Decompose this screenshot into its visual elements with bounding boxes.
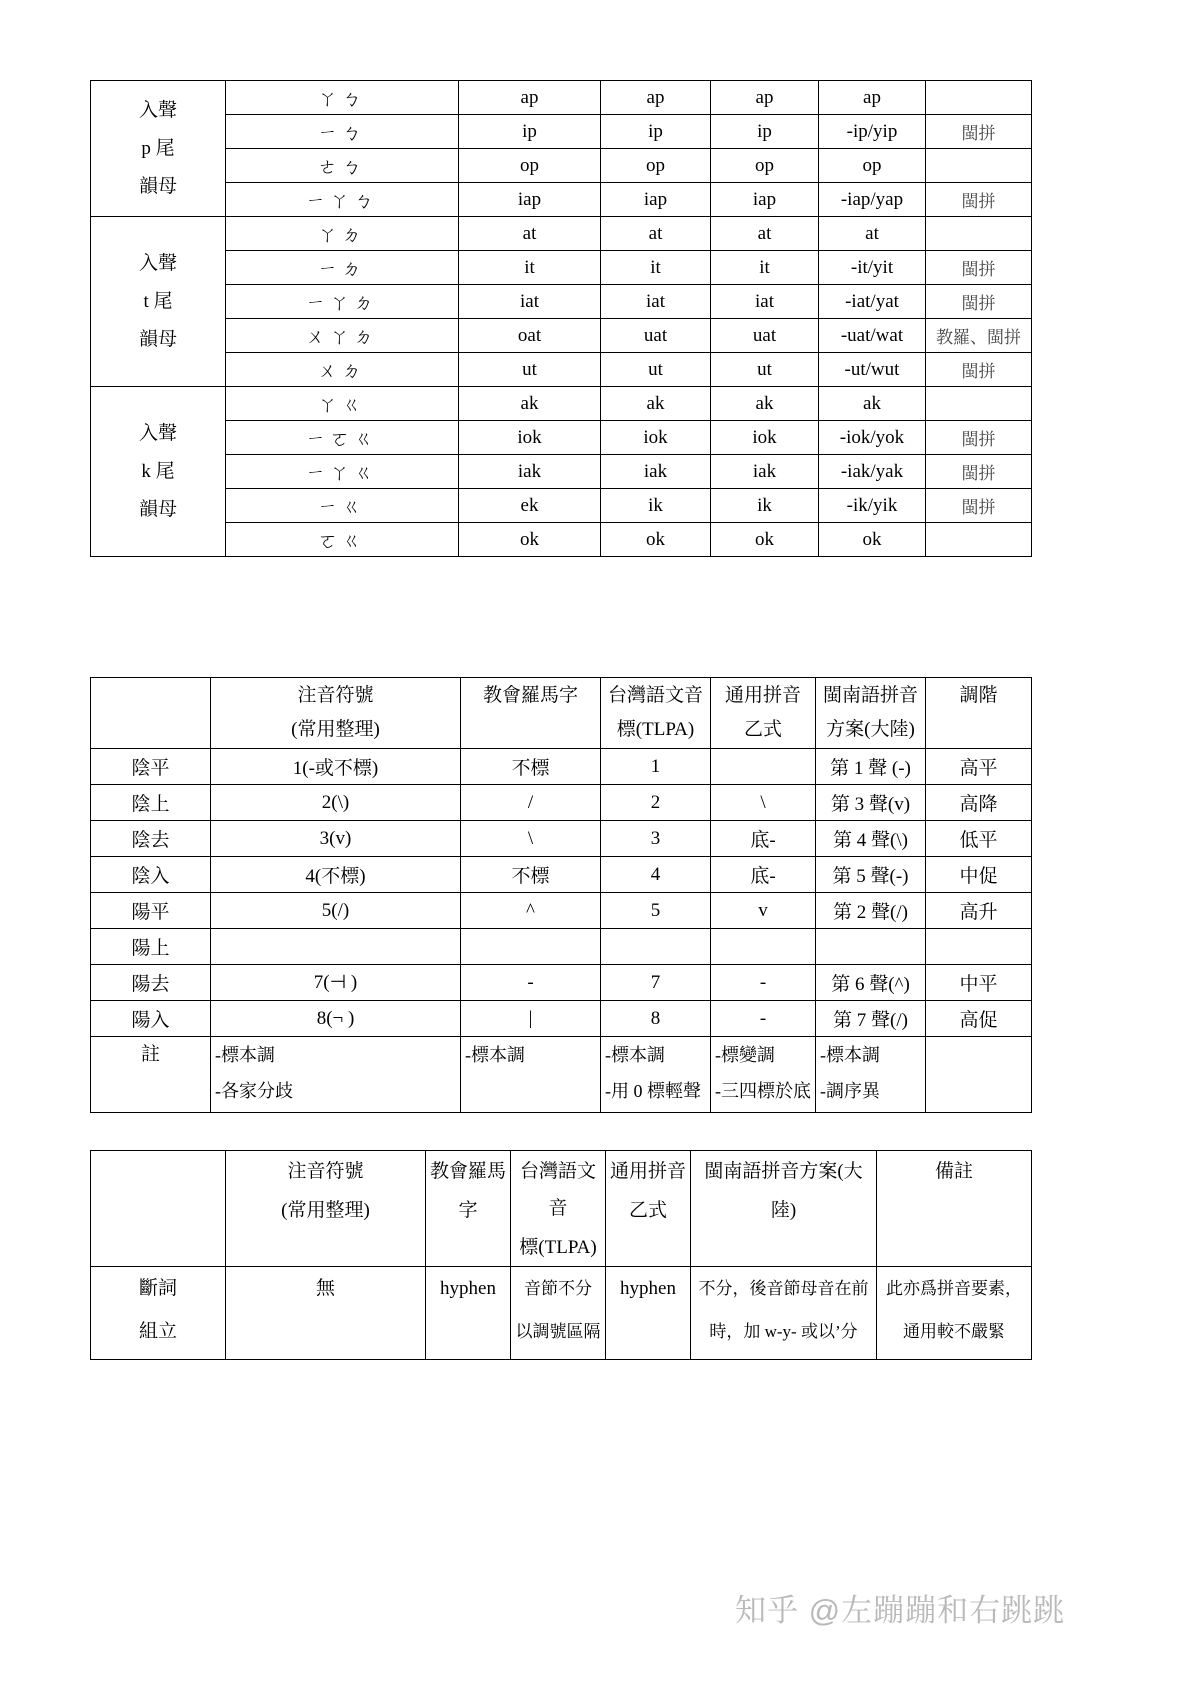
table-cell: ip	[601, 115, 711, 149]
table-cell: 高升	[926, 893, 1032, 929]
table-cell: iok	[601, 421, 711, 455]
table-cell: 不分，後音節母音在前 時，加 w-y- 或以’分	[691, 1267, 877, 1360]
table-cell: it	[601, 251, 711, 285]
table-cell: 中促	[926, 857, 1032, 893]
table-cell: 8	[601, 1001, 711, 1037]
note-cell: -標本調 -用 0 標輕聲	[601, 1037, 711, 1113]
zhuyin-cell: ㄜㄅ	[226, 149, 459, 183]
note-cell	[926, 523, 1032, 557]
table-cell: -iak/yak	[819, 455, 926, 489]
table-cell: -iok/yok	[819, 421, 926, 455]
group-label-line: 韻母	[138, 175, 177, 197]
group-label-t-coda	[91, 217, 226, 387]
table-cell: 高降	[926, 785, 1032, 821]
table-cell: -iap/yap	[819, 183, 926, 217]
zhuyin-cell: ㄧㄅ	[226, 115, 459, 149]
table-cell: at	[601, 217, 711, 251]
table-cell: ip	[459, 115, 601, 149]
note-cell: 閩拼	[926, 455, 1032, 489]
group-label-line: 入聲	[138, 252, 177, 274]
note-cell	[926, 149, 1032, 183]
note-cell: 閩拼	[926, 285, 1032, 319]
table-cell: 3	[601, 821, 711, 857]
note-cell: 閩拼	[926, 183, 1032, 217]
header-cell-minnan-pinyin: 閩南語拼音 方案(大陸)	[816, 678, 926, 749]
table-cell: ek	[459, 489, 601, 523]
table-cell: 第 7 聲(/)	[816, 1001, 926, 1037]
table-cell: 低平	[926, 821, 1032, 857]
group-label-line: 韻母	[138, 328, 177, 350]
table-cell: -ip/yip	[819, 115, 926, 149]
table-cell: iak	[711, 455, 819, 489]
zhuyin-cell: ㄨㄚㄉ	[226, 319, 459, 353]
table-cell: at	[459, 217, 601, 251]
table-cell: iat	[711, 285, 819, 319]
zhuyin-cell: ㄚㄉ	[226, 217, 459, 251]
note-row-label: 註	[91, 1037, 211, 1113]
table-cell: ik	[601, 489, 711, 523]
entering-tone-rimes-table	[90, 80, 1032, 557]
table-cell: op	[711, 149, 819, 183]
table-cell: ak	[711, 387, 819, 421]
table-cell: ap	[601, 81, 711, 115]
table-cell: \	[461, 821, 601, 857]
table-cell: 第 6 聲(^)	[816, 965, 926, 1001]
table-cell: v	[711, 893, 816, 929]
table-cell: ak	[819, 387, 926, 421]
table-cell: 4	[601, 857, 711, 893]
note-cell: 閩拼	[926, 421, 1032, 455]
table-cell: op	[819, 149, 926, 183]
table-cell: 底-	[711, 857, 816, 893]
table-cell	[926, 929, 1032, 965]
tone-label: 陽平	[91, 893, 211, 929]
table-cell: iap	[459, 183, 601, 217]
group-label-p-coda	[91, 81, 226, 217]
table-cell: -ut/wut	[819, 353, 926, 387]
table-cell: op	[459, 149, 601, 183]
note-cell: -標本調	[461, 1037, 601, 1113]
table-cell: 高促	[926, 1001, 1032, 1037]
table-cell: 第 4 聲(\)	[816, 821, 926, 857]
table-cell: iap	[711, 183, 819, 217]
table-cell: -it/yit	[819, 251, 926, 285]
note-cell: -標本調 -各家分歧	[211, 1037, 461, 1113]
row-label-word-segmentation: 斷詞 組立	[91, 1267, 226, 1360]
table-cell: ^	[461, 893, 601, 929]
table-cell: 2(\)	[211, 785, 461, 821]
table-cell: ak	[459, 387, 601, 421]
note-cell	[926, 1037, 1032, 1113]
table-cell: 中平	[926, 965, 1032, 1001]
table-cell: iak	[459, 455, 601, 489]
tone-label: 陽去	[91, 965, 211, 1001]
table-cell	[461, 929, 601, 965]
table-cell: \	[711, 785, 816, 821]
table-cell: ap	[459, 81, 601, 115]
note-cell: -標本調 -調序異	[816, 1037, 926, 1113]
table-cell: at	[819, 217, 926, 251]
table-cell: iat	[601, 285, 711, 319]
table-cell: 3(v)	[211, 821, 461, 857]
table-cell: hyphen	[606, 1267, 691, 1360]
group-label-line: k 尾	[141, 460, 175, 482]
table-cell: -uat/wat	[819, 319, 926, 353]
group-label-line: t 尾	[143, 290, 173, 312]
tone-label: 陰平	[91, 749, 211, 785]
header-cell-church-romanization: 教會羅馬字	[461, 678, 601, 749]
group-label-line: 入聲	[138, 99, 177, 121]
table-cell: ik	[711, 489, 819, 523]
zhuyin-cell: ㄨㄉ	[226, 353, 459, 387]
word-segmentation-table	[90, 1150, 1032, 1360]
tone-marks-table	[90, 677, 1032, 1113]
table-cell: iak	[601, 455, 711, 489]
table-cell: ap	[819, 81, 926, 115]
table-cell: |	[461, 1001, 601, 1037]
table-cell: -ik/yik	[819, 489, 926, 523]
zhuyin-cell: ㄧㄚㄉ	[226, 285, 459, 319]
table-cell: ut	[459, 353, 601, 387]
table-cell: hyphen	[426, 1267, 511, 1360]
zhuyin-cell: ㄚㄍ	[226, 387, 459, 421]
table-cell: uat	[601, 319, 711, 353]
table-cell: op	[601, 149, 711, 183]
note-cell: 閩拼	[926, 251, 1032, 285]
table-cell: 7	[601, 965, 711, 1001]
table-cell: it	[459, 251, 601, 285]
table-cell: ut	[601, 353, 711, 387]
note-cell: 閩拼	[926, 353, 1032, 387]
table-cell: 5	[601, 893, 711, 929]
header-cell-tone-contour: 調階	[926, 678, 1032, 749]
header-cell-tongyong: 通用拼音 乙式	[606, 1151, 691, 1267]
table-cell: 不標	[461, 857, 601, 893]
header-cell-tongyong: 通用拼音 乙式	[711, 678, 816, 749]
header-cell-remarks: 備註	[877, 1151, 1032, 1267]
table-cell: 第 1 聲 (-)	[816, 749, 926, 785]
table-cell: -	[461, 965, 601, 1001]
table-cell	[711, 749, 816, 785]
header-cell-tlpa: 台灣語文音 標(TLPA)	[601, 678, 711, 749]
tone-label: 陰去	[91, 821, 211, 857]
header-cell-zhuyin: 注音符號 (常用整理)	[211, 678, 461, 749]
table-cell: 4(不標)	[211, 857, 461, 893]
header-cell	[91, 1151, 226, 1267]
header-cell-minnan-pinyin: 閩南語拼音方案(大 陸)	[691, 1151, 877, 1267]
table-cell: iok	[711, 421, 819, 455]
table-cell: 1(-或不標)	[211, 749, 461, 785]
table-cell: oat	[459, 319, 601, 353]
table-cell: /	[461, 785, 601, 821]
table-cell: at	[711, 217, 819, 251]
note-cell: -標變調 -三四標於底	[711, 1037, 816, 1113]
table-cell	[601, 929, 711, 965]
note-cell	[926, 81, 1032, 115]
tone-label: 陽入	[91, 1001, 211, 1037]
table-cell: ut	[711, 353, 819, 387]
table-cell: uat	[711, 319, 819, 353]
group-label-line: 入聲	[138, 422, 177, 444]
note-cell: 教羅、閩拼	[926, 319, 1032, 353]
zhuyin-cell: ㄧㄚㄅ	[226, 183, 459, 217]
header-cell-zhuyin: 注音符號 (常用整理)	[226, 1151, 426, 1267]
header-cell-tlpa: 台灣語文音 標(TLPA)	[511, 1151, 606, 1267]
note-cell: 閩拼	[926, 115, 1032, 149]
table-cell: iat	[459, 285, 601, 319]
table-cell: 不標	[461, 749, 601, 785]
zhuyin-cell: ㆦㄍ	[226, 523, 459, 557]
table-cell: ok	[601, 523, 711, 557]
table-cell: iap	[601, 183, 711, 217]
group-label-line: p 尾	[141, 137, 175, 159]
table-cell: 無	[226, 1267, 426, 1360]
table-cell: 5(/)	[211, 893, 461, 929]
table-cell: iok	[459, 421, 601, 455]
table-cell: 音節不分 以調號區隔	[511, 1267, 606, 1360]
header-cell	[91, 678, 211, 749]
table-cell	[211, 929, 461, 965]
table-cell: ak	[601, 387, 711, 421]
table-cell: 此亦爲拼音要素， 通用較不嚴緊	[877, 1267, 1032, 1360]
table-cell: 8(¬ )	[211, 1001, 461, 1037]
table-cell: 底-	[711, 821, 816, 857]
note-cell	[926, 387, 1032, 421]
table-cell: 第 2 聲(/)	[816, 893, 926, 929]
table-cell	[711, 929, 816, 965]
table-cell: it	[711, 251, 819, 285]
note-cell: 閩拼	[926, 489, 1032, 523]
table-cell: -iat/yat	[819, 285, 926, 319]
zhuyin-cell: ㄚㄅ	[226, 81, 459, 115]
table-cell: ok	[819, 523, 926, 557]
table-cell: -	[711, 1001, 816, 1037]
group-label-k-coda	[91, 387, 226, 557]
zhuyin-cell: ㄧㄉ	[226, 251, 459, 285]
table-cell: 7(⊣ )	[211, 965, 461, 1001]
note-cell	[926, 217, 1032, 251]
zhuyin-cell: ㄧㄍ	[226, 489, 459, 523]
zhuyin-cell: ㄧㄚㄍ	[226, 455, 459, 489]
table-cell: ap	[711, 81, 819, 115]
group-label-line: 韻母	[138, 498, 177, 520]
header-cell-church-romanization: 教會羅馬 字	[426, 1151, 511, 1267]
tone-label: 陽上	[91, 929, 211, 965]
table-cell	[816, 929, 926, 965]
table-cell: 高平	[926, 749, 1032, 785]
table-cell: ok	[711, 523, 819, 557]
table-cell: 2	[601, 785, 711, 821]
zhihu-watermark: 知乎 @左蹦蹦和右跳跳	[735, 1593, 1066, 1628]
table-cell: 第 5 聲(-)	[816, 857, 926, 893]
tone-label: 陰入	[91, 857, 211, 893]
table-cell: -	[711, 965, 816, 1001]
tone-label: 陰上	[91, 785, 211, 821]
table-cell: ip	[711, 115, 819, 149]
table-cell: 1	[601, 749, 711, 785]
table-cell: 第 3 聲(v)	[816, 785, 926, 821]
zhuyin-cell: ㄧㆦㄍ	[226, 421, 459, 455]
table-cell: ok	[459, 523, 601, 557]
